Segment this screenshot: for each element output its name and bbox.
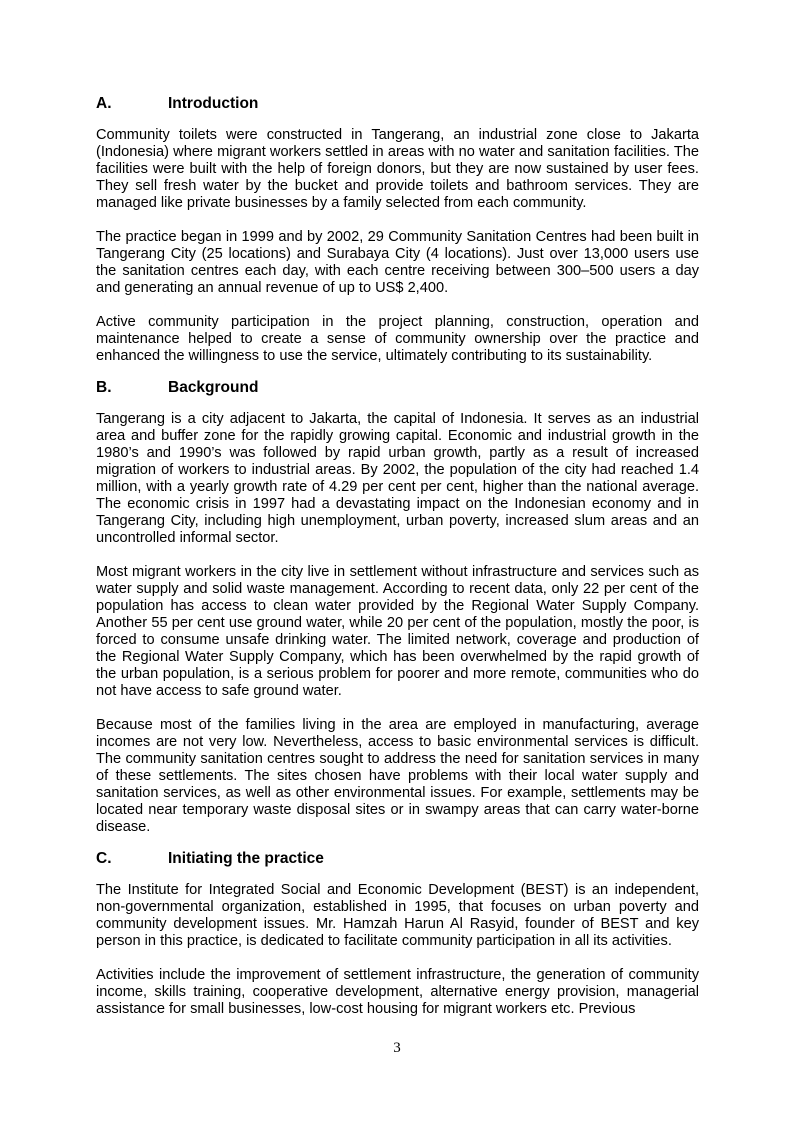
paragraph: The practice began in 1999 and by 2002, 29 Community Sanitation Centres had been built in Tangerang City (25 locations) and Surabaya City (4 locations). Just over 13,000 users use the sanitation centres each day, with each centre receiving between 300–500 users a day and generating an annual revenue of up to US$ 2,400. [96, 229, 699, 296]
paragraph: Most migrant workers in the city live in settlement without infrastructure and services such as water supply and solid waste management. According to recent data, only 22 per cent of the population has access to clean water provided by the Regional Water Supply Company. Another 55 per cent use ground water, while 20 per cent of the population, mostly the poor, is forced to consume unsafe drinking water. The limited network, coverage and production of the Regional Water Supply Company, which has been overwhelmed by the rapid growth of the urban population, is a serious problem for poorer and more remote, communities who do not have access to safe ground water. [96, 564, 699, 699]
paragraph: Community toilets were constructed in Tangerang, an industrial zone close to Jakarta (Indonesia) where migrant workers settled in areas with no water and sanitation facilities. The facilities were built with the help of foreign donors, but they are now sustained by user fees. They sell fresh water by the bucket and provide toilets and bathroom services. They are managed like private businesses by a family selected from each community. [96, 127, 699, 211]
section-title: Background [168, 379, 259, 396]
section-background [96, 378, 699, 836]
paragraph: Activities include the improvement of settlement infrastructure, the generation of community income, skills training, cooperative development, alternative energy provision, managerial assistance for small businesses, low-cost housing for migrant workers etc. Previous [96, 967, 699, 1017]
section-letter: A. [96, 95, 112, 112]
section-letter: B. [96, 379, 112, 396]
section-introduction [96, 94, 699, 365]
paragraph: Because most of the families living in the area are employed in manufacturing, average incomes are not very low. Nevertheless, access to basic environmental services is difficult. The community sanitation centres sought to address the need for sanitation services in many of these settlements. The sites chosen have problems with their local water supply and sanitation services, as well as other environmental issues. For example, settlements may be located near temporary waste disposal sites or in swampy areas that can carry water-borne disease. [96, 717, 699, 835]
section-title: Initiating the practice [168, 850, 324, 867]
page-number: 3 [393, 1040, 401, 1056]
document-page [96, 94, 699, 1035]
section-initiating-the-practice [96, 849, 699, 1018]
section-heading [96, 94, 699, 114]
paragraph: Active community participation in the project planning, construction, operation and maintenance helped to create a sense of community ownership over the practice and enhanced the willingness to use the service, ultimately contributing to its sustainability. [96, 314, 699, 364]
section-letter: C. [96, 850, 112, 867]
section-title: Introduction [168, 95, 259, 112]
section-heading [96, 849, 699, 869]
paragraph: Tangerang is a city adjacent to Jakarta, the capital of Indonesia. It serves as an industrial area and buffer zone for the rapidly growing capital. Economic and industrial growth in the 1980’s and 1990’s was followed by rapid urban growth, partly as a result of increased migration of workers to industrial areas. By 2002, the population of the city had reached 1.4 million, with a yearly growth rate of 4.29 per cent per cent, higher than the national average. The economic crisis in 1997 had a devastating impact on the Indonesian economy and in Tangerang City, including high unemployment, urban poverty, increased slum areas and an uncontrolled informal sector. [96, 411, 699, 546]
section-heading [96, 378, 699, 398]
paragraph: The Institute for Integrated Social and Economic Development (BEST) is an independent, non-governmental organization, established in 1995, that focuses on urban poverty and community development issues. Mr. Hamzah Harun Al Rasyid, founder of BEST and key person in this practice, is dedicated to facilitate community participation in all its activities. [96, 882, 699, 949]
